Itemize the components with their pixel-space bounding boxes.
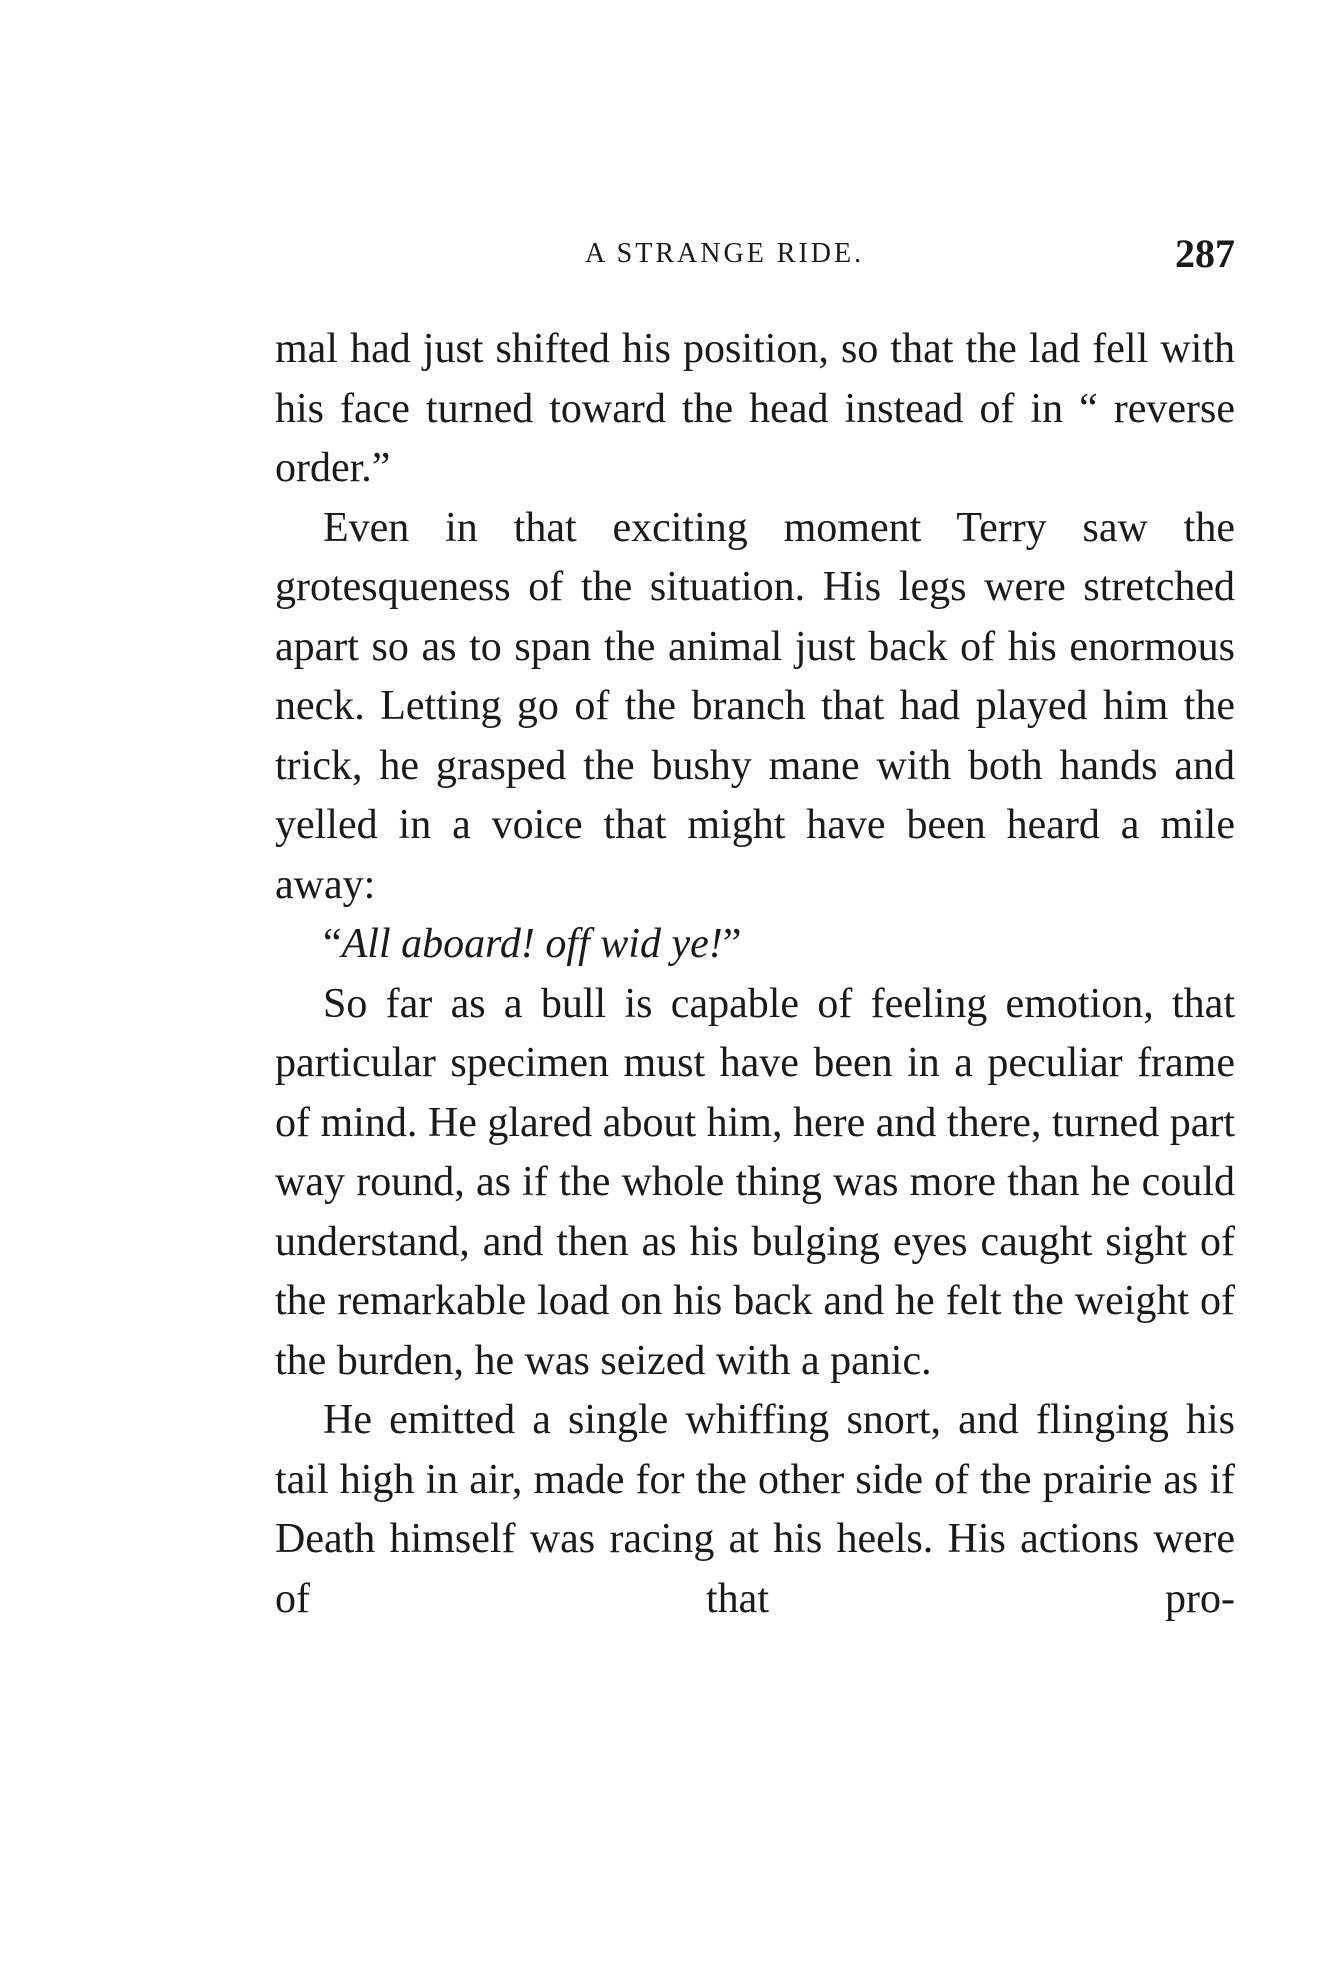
page-number: 287 <box>1175 231 1235 276</box>
paragraph-terry: Even in that exciting moment Terry saw the grotesqueness of the situation. His legs were stretched apart so as to span the animal just back of his enormous neck. Letting go of the branch that had played him the trick, he grasped the bushy mane with both hands and yelled in a voice that might have been heard a mile away: <box>275 504 1235 908</box>
body-text <box>275 320 1235 1629</box>
exclamation-text: All aboard! off wid ye! <box>341 921 723 967</box>
paragraph-snort: He emitted a single whiffing snort, and flinging his tail high in air, made for the other side of the prairie as if Death himself was racing at his heels. His actions were of that pro- <box>275 1397 1235 1622</box>
paragraph-continued: mal had just shifted his position, so that the lad fell with his face turned toward the head instead of in “ reverse order.” <box>275 326 1235 491</box>
paragraph-bull: So far as a bull is capable of feeling emotion, that particular specimen must have been in a peculiar frame of mind. He glared about him, here and there, turned part way round, as if the whole thing was more than he could understand, and then as his bulging eyes caught sight of the remarkable load on his back and he felt the weight of the burden, he was seized with a panic. <box>275 980 1235 1384</box>
exclamation-line <box>275 915 1235 975</box>
close-quote: ” <box>722 921 742 967</box>
open-quote: “ <box>323 921 342 967</box>
running-title: A STRANGE RIDE. <box>585 238 865 269</box>
running-head <box>275 230 1235 290</box>
